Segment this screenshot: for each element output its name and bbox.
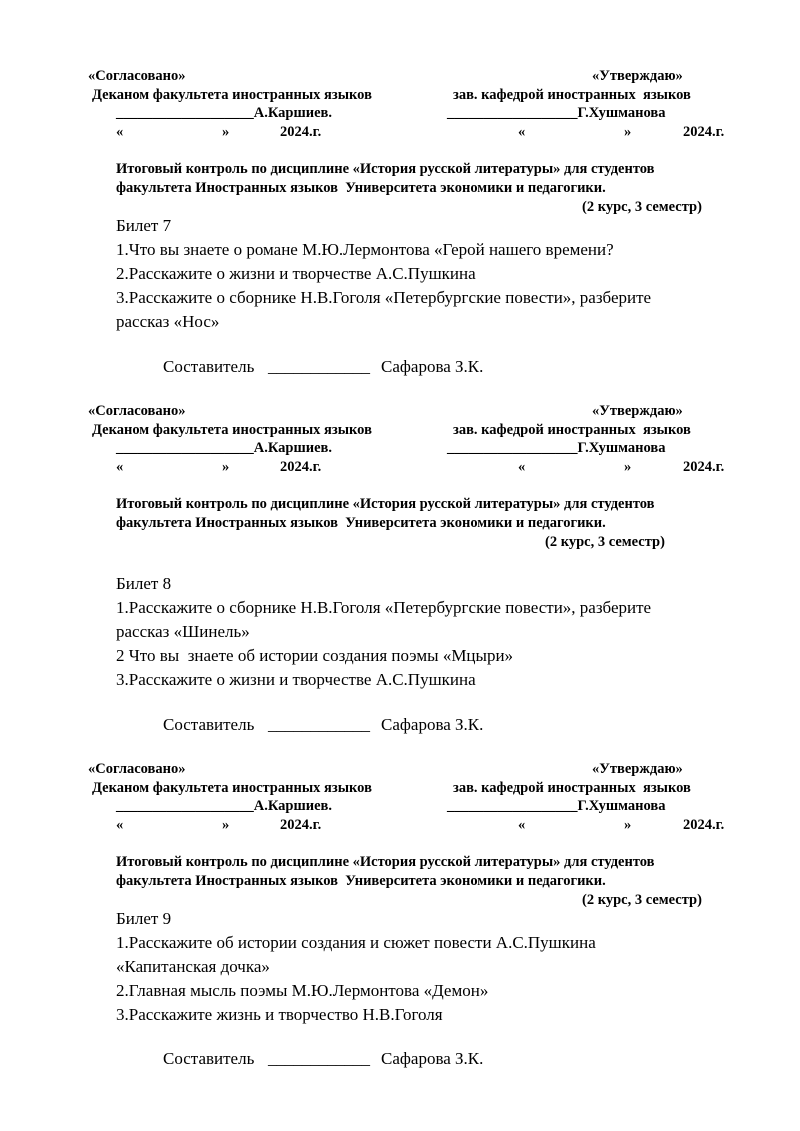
compiler-name: Сафарова З.К. [381,357,484,376]
exam-title-line1: Итоговый контроль по дисциплине «История русской литературы» для студентов [116,161,655,177]
compiler-underline: ____________ [268,357,370,376]
ticket-block-7 [0,0,800,376]
date-open-right: « [518,459,526,475]
approved-right: «Утверждаю» [592,403,683,419]
exam-title-line1: Итоговый контроль по дисциплине «История русской литературы» для студентов [116,496,655,512]
date-close-right: » [624,817,632,833]
ticket-question: 3.Расскажите о сборнике Н.В.Гоголя «Петербургские повести», разберите [116,288,652,307]
compiler-label: Составитель [163,357,255,376]
ticket-title: Билет 7 [116,216,172,235]
compiler-label: Составитель [163,715,255,734]
ticket-question: 2.Главная мысль поэмы М.Ю.Лермонтова «Демон» [116,981,489,1000]
dean-line: Деканом факультета иностранных языков [92,87,372,103]
signature-left: ___________________А.Каршиев. [116,105,332,121]
date-close-right: » [624,459,632,475]
date-close-left: » [222,817,230,833]
compiler-name: Сафарова З.К. [381,715,484,734]
ticket-title: Билет 8 [116,574,172,593]
date-open-left: « [116,459,124,475]
dean-line: Деканом факультета иностранных языков [92,780,372,796]
year-left: 2024.г. [280,124,322,140]
date-close-right: » [624,124,632,140]
approved-left: «Согласовано» [88,68,186,84]
ticket-question: «Капитанская дочка» [116,957,270,976]
year-right: 2024.г. [683,459,725,475]
date-close-left: » [222,124,230,140]
signature-right: __________________Г.Хушманова [447,440,666,456]
ticket-question: 2.Расскажите о жизни и творчестве А.С.Пушкина [116,264,476,283]
dean-line: Деканом факультета иностранных языков [92,422,372,438]
compiler-label: Составитель [163,1049,255,1068]
year-right: 2024.г. [683,817,725,833]
head-line: зав. кафедрой иностранных языков [453,780,691,796]
approved-left: «Согласовано» [88,761,186,777]
year-right: 2024.г. [683,124,725,140]
date-open-right: « [518,817,526,833]
course-info: (2 курс, 3 семестр) [582,199,702,215]
exam-title-line1: Итоговый контроль по дисциплине «История русской литературы» для студентов [116,854,655,870]
ticket-title: Билет 9 [116,909,172,928]
date-close-left: » [222,459,230,475]
signature-right: __________________Г.Хушманова [447,798,666,814]
course-info: (2 курс, 3 семестр) [545,534,665,550]
head-line: зав. кафедрой иностранных языков [453,422,691,438]
compiler-underline: ____________ [268,715,370,734]
signature-left: ___________________А.Каршиев. [116,440,332,456]
course-info: (2 курс, 3 семестр) [582,892,702,908]
compiler-name: Сафарова З.К. [381,1049,484,1068]
ticket-question: 3.Расскажите о жизни и творчестве А.С.Пушкина [116,670,476,689]
exam-title-line2: факультета Иностранных языков Университета экономики и педагогики. [116,515,606,531]
approved-right: «Утверждаю» [592,761,683,777]
date-open-right: « [518,124,526,140]
signature-left: ___________________А.Каршиев. [116,798,332,814]
approved-left: «Согласовано» [88,403,186,419]
ticket-question: рассказ «Нос» [116,312,220,331]
ticket-block-8 [0,404,800,764]
ticket-block-9 [0,762,800,1122]
exam-title-line2: факультета Иностранных языков Университета экономики и педагогики. [116,180,606,196]
ticket-question: 3.Расскажите жизнь и творчество Н.В.Гоголя [116,1005,443,1024]
date-open-left: « [116,817,124,833]
ticket-question: 1.Расскажите о сборнике Н.В.Гоголя «Петербургские повести», разберите [116,598,652,617]
compiler-underline: ____________ [268,1049,370,1068]
year-left: 2024.г. [280,817,322,833]
ticket-question: 1.Что вы знаете о романе М.Ю.Лермонтова «Герой нашего времени? [116,240,614,259]
ticket-question: 2 Что вы знаете об истории создания поэмы «Мцыри» [116,646,514,665]
signature-right: __________________Г.Хушманова [447,105,666,121]
head-line: зав. кафедрой иностранных языков [453,87,691,103]
year-left: 2024.г. [280,459,322,475]
ticket-question: рассказ «Шинель» [116,622,250,641]
approved-right: «Утверждаю» [592,68,683,84]
ticket-question: 1.Расскажите об истории создания и сюжет повести А.С.Пушкина [116,933,596,952]
date-open-left: « [116,124,124,140]
exam-title-line2: факультета Иностранных языков Университета экономики и педагогики. [116,873,606,889]
